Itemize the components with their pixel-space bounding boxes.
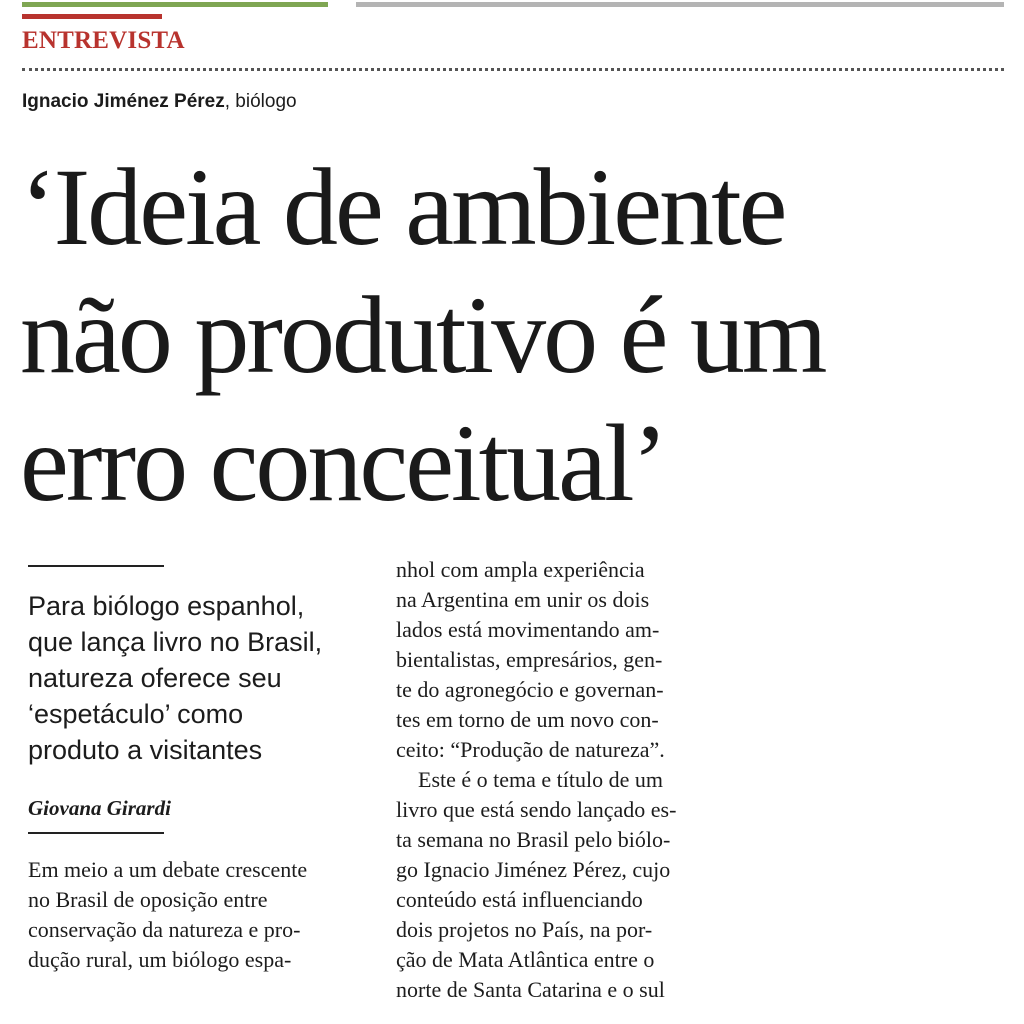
top-rule-gray (356, 2, 1004, 7)
author-rule (28, 832, 164, 834)
body-line: dução rural, um biólogo espa- (28, 947, 292, 972)
subhead-rule (28, 565, 164, 567)
body-line: no Brasil de oposição entre (28, 887, 268, 912)
interviewee-name: Ignacio Jiménez Pérez (22, 91, 225, 112)
headline-line: erro conceitual’ (20, 402, 666, 524)
subhead-line: Para biólogo espanhol, (28, 591, 305, 621)
byline (22, 91, 297, 113)
body-line: Este é o tema e título de um (418, 767, 663, 792)
section-label: ENTREVISTA (22, 27, 185, 54)
body-line: na Argentina em unir os dois (396, 587, 650, 612)
body-line: tes em torno de um novo con- (396, 707, 659, 732)
body-line: te do agronegócio e governan- (396, 677, 664, 702)
body-line: go Ignacio Jiménez Pérez, cujo (396, 857, 671, 882)
section-rule (22, 14, 162, 19)
body-line: ção de Mata Atlântica entre o (396, 947, 655, 972)
body-line: conteúdo está influenciando (396, 887, 643, 912)
subhead-line: natureza oferece seu (28, 663, 282, 693)
body-line: dois projetos no País, na por- (396, 917, 653, 942)
subhead-line: ‘espetáculo’ como (28, 699, 244, 729)
body-line: livro que está sendo lançado es- (396, 797, 677, 822)
headline-line: ‘Ideia de ambiente (20, 146, 785, 268)
body-line: lados está movimentando am- (396, 617, 660, 642)
subhead (28, 588, 338, 768)
interviewee-role: , biólogo (224, 91, 297, 112)
body-line: norte de Santa Catarina e o sul (396, 977, 665, 1002)
top-rule-green (22, 2, 328, 7)
author-name: Giovana Girardi (28, 796, 171, 820)
subhead-line: produto a visitantes (28, 735, 263, 765)
paragraph (396, 765, 708, 1005)
body-line: ceito: “Produção de natureza”. (396, 737, 665, 762)
body-line: bientalistas, empresários, gen- (396, 647, 663, 672)
paragraph (396, 555, 708, 765)
body-line: Em meio a um debate crescente (28, 857, 308, 882)
dotted-divider (22, 68, 1004, 71)
headline (20, 143, 1010, 527)
body-line: conservação da natureza e pro- (28, 917, 301, 942)
body-line: nhol com ampla experiência (396, 557, 645, 582)
body-line: ta semana no Brasil pelo biólo- (396, 827, 671, 852)
subhead-line: que lança livro no Brasil, (28, 627, 323, 657)
article-column-2 (396, 555, 708, 1005)
headline-line: não produtivo é um (20, 274, 825, 396)
article-column-1 (28, 855, 340, 975)
